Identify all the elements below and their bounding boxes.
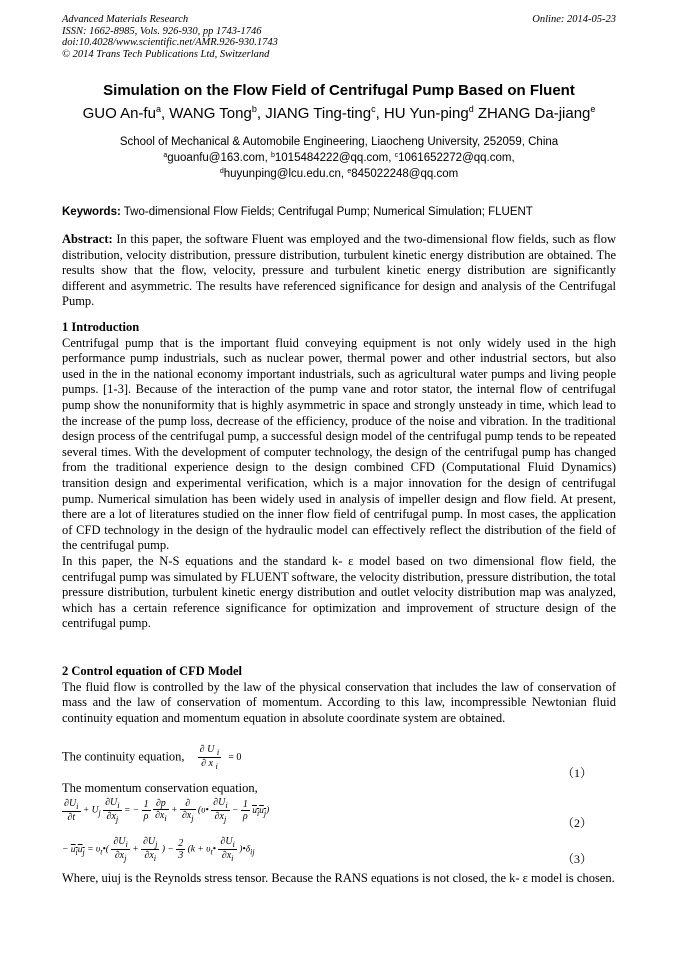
email-link[interactable]: 1061652272@qq.com xyxy=(398,152,512,164)
email-line-1: $^a$guoanfu@163.com, $^b$1015484222@qq.com, $^c$1061652272@qq.com, xyxy=(163,152,515,164)
affiliation-block xyxy=(62,135,616,181)
author-name: ZHANG Da-jiang xyxy=(477,105,591,122)
online-date: Online: 2014-05-23 xyxy=(532,14,616,25)
abstract-text: In this paper, the software Fluent was employed and the two-dimensional flow fields, such as flow distribution, velocity distribution, pressure distribution, turbulent kinetic energy distribution are obtained. The results show that the flow, velocity, pressure and turbulent kinetic energy distribution are significantly different and asymmetric. The results have referenced significance for design and analysis of the Centrifugal Pump. xyxy=(62,232,616,309)
copyright-line: © 2014 Trans Tech Publications Ltd, Switzerland xyxy=(62,48,270,60)
keywords-label: Keywords: xyxy=(62,206,121,218)
author-sup: a xyxy=(155,104,161,114)
continuity-label: The continuity equation, xyxy=(62,749,185,764)
author-name: WANG Tong xyxy=(169,105,252,122)
paper-title: Simulation on the Flow Field of Centrifugal Pump Based on Fluent xyxy=(103,82,575,99)
author-sup: e xyxy=(590,104,596,114)
equation-number-1: （1） xyxy=(561,766,592,780)
issn-line: ISSN: 1662-8985, Vols. 926-930, pp 1743-1746 xyxy=(62,25,262,37)
author-name: HU Yun-ping xyxy=(383,105,469,122)
continuity-equation xyxy=(62,744,241,771)
author-name: GUO An-fu xyxy=(82,105,156,122)
abstract xyxy=(62,232,616,310)
publication-meta xyxy=(62,14,278,60)
email-link[interactable]: 845022248@qq.com xyxy=(351,168,459,180)
section-introduction xyxy=(62,320,616,632)
paragraph: In this paper, the N-S equations and the standard k- ε model based on two dimensional flow field, the centrifugal pump was simulated by FLUENT software, the velocity distribution, pressure distribution, the total pressure distribution, turbulent kinetic energy distribution and outlet velocity distribution map was analyzed, which has a certain reference significance for optimization and improvement of structure design of the centrifugal pump. xyxy=(62,553,616,631)
section-control-equation xyxy=(62,664,616,726)
email-link[interactable]: guoanfu@163.com xyxy=(167,152,265,164)
keywords xyxy=(62,206,616,218)
keywords-text: Two-dimensional Flow Fields; Centrifugal Pump; Numerical Simulation; FLUENT xyxy=(123,206,533,218)
paragraph: The fluid flow is controlled by the law of the physical conservation that includes the law of conservation of mass and the law of conservation of momentum. According to this law, incompressible Newtonian fluid continuity equation and momentum equation in absolute coordinate system are obtained. xyxy=(62,679,616,725)
abstract-label: Abstract: xyxy=(62,232,113,246)
section-heading: 2 Control equation of CFD Model xyxy=(62,664,242,678)
continuity-fraction: $\frac{\partial U _i}{\partial x _i}$ xyxy=(199,744,220,771)
email-line-2: $^d$huyunping@lcu.edu.cn, $^e$845022248@qq.com xyxy=(219,168,459,180)
closing-paragraph: Where, uiuj is the Reynolds stress tensor. Because the RANS equations is not closed, the k- ε model is chosen. xyxy=(62,871,615,885)
email-link[interactable]: huyunping@lcu.edu.cn xyxy=(223,168,341,180)
affiliation: School of Mechanical & Automobile Engineering, Liaocheng University, 252059, China xyxy=(119,136,559,148)
momentum-equation: $\frac{\partial U_i}{\partial t}$ + $U_j$ $\frac{\partial U_i}{\partial x_j}$ = − $\frac{1}{\rho}$ $\frac{\partial p}{\partial x_i}$ + $\frac{\partial}{\partial x_j}$ (υ• $\frac{\partial U_i}{\partial x_j}$ − $\frac{1}{\rho}$ $u_iu_j$) xyxy=(64,797,270,824)
doi-line: doi:10.4028/www.scientific.net/AMR.926-930.1743 xyxy=(62,37,278,48)
momentum-label: The momentum conservation equation, xyxy=(62,781,258,795)
equation-number-2: （2） xyxy=(561,816,592,830)
reynolds-stress-equation: − $u_iu_j$ = $\upsilon_t•$( $\frac{\partial U_i}{\partial x_j}$ + $\frac{\partial U_j}{\partial x_i}$ ) − $\frac{2}{3}$ ($k + \upsilon_t•$ $\frac{\partial U_i}{\partial x_i}$ )$•\delta_{ij}$ xyxy=(62,836,255,863)
author-name: JIANG Ting-ting xyxy=(265,105,372,122)
paragraph: Centrifugal pump that is the important fluid conveying equipment is not only widely used in the high performance pump industrials, such as nuclear power, thermal power and other industrial sectors, but also used in the in the national economy important industrials, such as agricultural water pumps and living people pumps. [1-3]. Because of the interaction of the pump vane and rotor stator, the internal flow of centrifugal pump show the nonuniformity that is highly asymmetric in space and strongly unsteady in time, which lead to the increase of the pump loss, decrease of the efficiency, produce of the noise and vibration. In the traditional design process of the centrifugal pump, a successful design model of the centrifugal pump tends to be repeated several times. With the development of computer technology, the design of the centrifugal pump has changed from the traditional experience design to the design combined CFD (Computational Fluid Dynamics) transition design and experimental verification, which is a major innovation for the design of centrifugal pump. Numerical simulation has been widely used in analysis of impeller design and flow field. At present, there are a lot of literatures studied on the inner flow field of centrifugal pump. In most cases, the application of CFD technology in the design of the hydraulic model can effectively reflect the distribution of the field of the centrifugal pump. xyxy=(62,335,616,553)
journal-name: Advanced Materials Research xyxy=(62,14,189,25)
author-sup: b xyxy=(251,104,257,114)
author-sup: d xyxy=(468,104,474,114)
author-list: GUO $An-fu^a$, WANG Tong$^b$, JIANG Ting-ting$^c$, HU Yun-ping$^d$ ZHANG Da-jiang$^e$ xyxy=(82,104,596,122)
email-link[interactable]: 1015484222@qq.com xyxy=(274,152,389,164)
continuity-rhs: = 0 xyxy=(228,752,242,764)
author-sup: c xyxy=(371,104,376,114)
section-heading: 1 Introduction xyxy=(62,320,140,334)
equation-number-3: （3） xyxy=(561,852,592,866)
